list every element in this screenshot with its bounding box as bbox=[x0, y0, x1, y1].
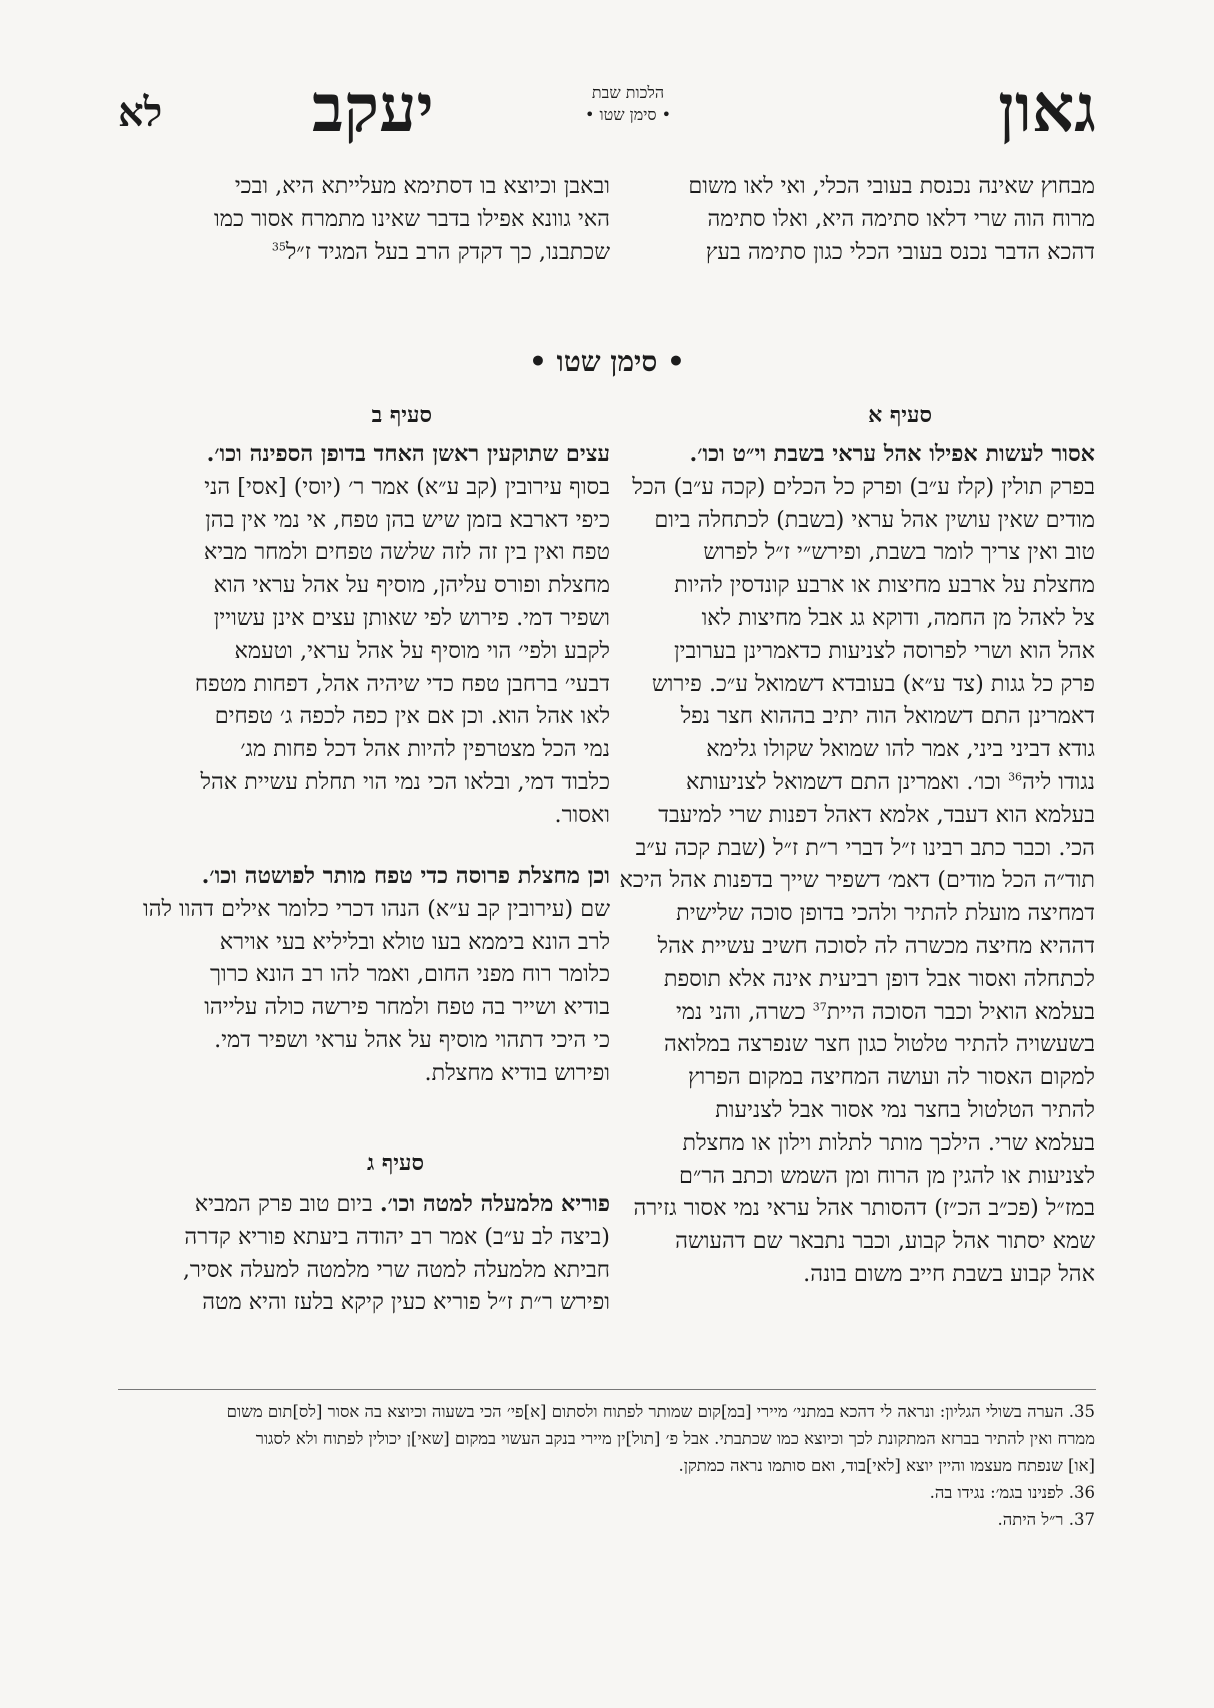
text-line: דמחיצה מועלת להתיר ולהכי בדופן סוכה שלישית bbox=[676, 900, 1095, 927]
text-line: מודים שאין עושין אהל עראי (בשבת) לכתחלה ביום bbox=[654, 506, 1095, 533]
footnote-line: 36. לפנינו בגמ׳: נגידו בה. bbox=[929, 1483, 1095, 1502]
running-header-siman: • סימן שטו • bbox=[584, 105, 672, 124]
seif-lead-line: אסור לעשות אפילו אהל עראי בשבת וי״ט וכו׳. bbox=[689, 441, 1095, 467]
footnote-line: 37. ר״ל היתה. bbox=[997, 1510, 1095, 1529]
text-line: שכתבנו, כך דקדק הרב בעל המגיד ז״ל$^{35}$ bbox=[271, 238, 610, 265]
left-column-block-3 bbox=[120, 1188, 610, 1319]
top-right-continuation bbox=[617, 170, 1095, 268]
text-line: כיפי דארבא בזמן שיש בהן טפח, אי נמי אין בהן bbox=[205, 506, 610, 533]
left-column-block-1 bbox=[120, 438, 610, 832]
text-line: בעלמא הואיל וכבר הסוכה היית$^{37}$ כשרה, והני נמי bbox=[675, 998, 1095, 1025]
running-header-halacha: הלכות שבת bbox=[591, 83, 665, 102]
section-title: • סימן שטו • bbox=[529, 345, 685, 378]
text-line: טפח ואין בין זה לזה שלשה טפחים ולמחר מביא bbox=[203, 539, 610, 566]
text-line: ואסור. bbox=[554, 801, 610, 828]
footnotes bbox=[119, 1398, 1095, 1533]
seif-g-heading: סעיף ג bbox=[366, 1150, 424, 1176]
text-line: ובאבן וכיוצא בו דסתימא מעלייתא היא, ובכי bbox=[234, 173, 610, 199]
text-line: לקבע ולפי׳ הוי מוסיף על אהל עראי, וטעמא bbox=[234, 637, 610, 664]
text-line: ופירוש בודיא מחצלת. bbox=[424, 1059, 610, 1086]
text-line: מבחוץ שאינה נכנסת בעובי הכלי, ואי לאו משום bbox=[688, 173, 1095, 199]
seif-lead-line: עצים שתוקעין ראשן האחד בדופן הספינה וכו׳. bbox=[206, 441, 610, 467]
footnote-line: [או] שנפתח מעצמו והיין יוצא [לאי]בוד, ואם סותמו נראה כמתקן. bbox=[678, 1456, 1095, 1475]
text-line: בעלמא שרי. הילכך מותר לתלות וילון או מחצלת bbox=[682, 1129, 1095, 1156]
text-line: צל לאהל מן החמה, ודוקא גג אבל מחיצות לאו bbox=[701, 604, 1095, 631]
text-line: פרק כל גגות (צד ע״א) בעובדא דשמואל ע״כ. פירוש bbox=[651, 670, 1095, 697]
text-line: מחצלת על ארבע מחיצות או ארבע קונדסין להיות bbox=[674, 572, 1095, 599]
running-title-right: גאון bbox=[998, 69, 1096, 147]
text-line: גודא דביני ביני, אמר להו שמואל שקולו גלימא bbox=[706, 736, 1095, 763]
text-line: בשעשויה להתיר טלטול כגון חצר שנפרצה במלואה bbox=[664, 1031, 1095, 1058]
text-line: נגודו ליה$^{36}$ וכו׳. ואמרינן התם דשמואל לצניעותא bbox=[685, 768, 1095, 795]
top-left-continuation bbox=[120, 170, 610, 268]
text-line: לאו אהל הוא. וכן אם אין כפה לכפה ג׳ טפחים bbox=[214, 703, 610, 730]
footnote-ref: 35 bbox=[271, 240, 286, 254]
text-line: נמי הכל מצטרפין להיות אהל דכל פחות מג׳ bbox=[240, 736, 610, 763]
seif-b-heading: סעיף ב bbox=[371, 402, 432, 428]
text-line: למקום האסור לה ועושה המחיצה במקום הפרוץ bbox=[687, 1064, 1095, 1091]
text-line: (ביצה לב ע״ב) אמר רב יהודה ביעתא פוריא קדרה bbox=[184, 1223, 610, 1250]
seif-lead-line: פוריא מלמעלה למטה וכו׳. ביום טוב פרק המביא bbox=[194, 1191, 610, 1217]
footnote-line: ממרח ואין להתיר בברזא המתקונת לכך וכיוצא כמו שכתבתי. אבל פ׳ [תול]ין מיירי בנקב העשוי במקום [שאי]ן יכולין לפתוח ולא לסגור bbox=[255, 1429, 1095, 1448]
text-line: לרב הונא ביממא בעו טולא ובליליא בעי אוירא bbox=[219, 928, 610, 955]
footnote-ref: 37 bbox=[812, 1000, 827, 1014]
text-line: דאמרינן התם דשמואל הוה יתיב בההוא חצר נפל bbox=[680, 703, 1095, 730]
text-line: אהל קבוע בשבת חייב משום בונה. bbox=[803, 1260, 1095, 1287]
running-title-left: יעקב bbox=[312, 69, 434, 147]
text-line: דבעי׳ ברחבן טפח כדי שיהיה אהל, דפחות מטפח bbox=[194, 670, 610, 697]
text-line: הכי. וכבר כתב רבינו ז״ל דברי ר״ת ז״ל (שבת קכה ע״ב bbox=[635, 834, 1095, 861]
text-line: בודיא ושייר בה טפח ולמחר פירשה כולה עלייהו bbox=[204, 994, 610, 1021]
text-line: כלבוד דמי, ובלאו הכי נמי הוי תחלת עשיית אהל bbox=[200, 768, 610, 795]
text-line: ופירש ר״ת ז״ל פוריא כעין קיקא בלעז והיא מטה bbox=[202, 1289, 610, 1316]
text-line: שמא יסתור אהל קבוע, וכבר נתבאר שם דהעושה bbox=[675, 1228, 1095, 1255]
text-line: מרוח הוה שרי דלאו סתימה היא, ואלו סתימה bbox=[707, 205, 1095, 232]
seif-a-heading: סעיף א bbox=[868, 402, 932, 428]
text-line: ושפיר דמי. פירוש לפי שאותן עצים אינן עשויין bbox=[213, 604, 610, 631]
right-column-text bbox=[617, 438, 1095, 1291]
footnote-divider bbox=[118, 1389, 1096, 1390]
text-line: חביתא מלמעלה למטה שרי מלמטה למעלה אסיר, bbox=[182, 1256, 610, 1283]
text-line: מחצלת ופורס עליהן, מוסיף על אהל עראי הוא bbox=[213, 572, 610, 599]
text-line: האי גוונא אפילו בדבר שאינו מתמרח אסור כמו bbox=[214, 205, 610, 232]
footnote-line: 35. הערה בשולי הגליון: ונראה לי דהכא במתני׳ מיירי [במ]קום שמותר לפתוח ולסתום [א]פי׳ הכי בשעוה וכיוצא בה אסור [לס]תום משום bbox=[226, 1402, 1095, 1421]
text-line: בסוף עירובין (קב ע״א) אמר ר׳ (יוסי) [אסי] הני bbox=[204, 473, 610, 500]
text-line: שם (עירובין קב ע״א) הנהו דכרי כלומר אילים דהוו להו bbox=[143, 895, 610, 922]
running-header-center bbox=[548, 82, 708, 126]
text-line: כלומר רוח מפני החום, ואמר להו רב הונא כרוך bbox=[209, 961, 610, 988]
text-line: לכתחלה ואסור אבל דופן רביעית אינה אלא תוספת bbox=[663, 965, 1095, 992]
text-line: אהל הוא ושרי לפרוסה לצניעות כדאמרינן בערובין bbox=[673, 637, 1095, 664]
text-line: כי היכי דתהוי מוסיף על אהל עראי ושפיר דמי. bbox=[214, 1026, 610, 1053]
left-column-block-2 bbox=[120, 860, 610, 1090]
text-line: בפרק תולין (קלז ע״ב) ופרק כל הכלים (קכה ע״ב) הכל bbox=[632, 473, 1095, 500]
footnote-ref: 36 bbox=[1008, 770, 1023, 784]
text-line: לצניעות או להגין מן הרוח ומן השמש וכתב הר״ם bbox=[679, 1162, 1095, 1189]
text-line: בעלמא הוא דעבד, אלמא דאהל דפנות שרי למיעבד bbox=[658, 801, 1095, 828]
text-line: דהכא הדבר נכנס בעובי הכלי כגון סתימה בעץ bbox=[705, 238, 1095, 265]
text-line: דההיא מחיצה מכשרה לה לסוכה חשיב עשיית אהל bbox=[657, 932, 1095, 959]
text-line: במז״ל (פכ״ב הכ״ז) דהסותר אהל עראי נמי אסור גזירה bbox=[633, 1195, 1095, 1222]
seif-lead-line: וכן מחצלת פרוסה כדי טפח מותר לפושטה וכו׳. bbox=[201, 863, 610, 889]
page-number: לא bbox=[118, 89, 163, 136]
text-line: טוב ואין צריך לומר בשבת, ופירש״י ז״ל לפרוש bbox=[703, 539, 1095, 566]
text-line: להתיר הטלטול בחצר נמי אסור אבל לצניעות bbox=[715, 1096, 1095, 1123]
text-line: תוד״ה הכל מודים) דאמ׳ דשפיר שייך בדפנות אהל היכא bbox=[619, 867, 1095, 894]
